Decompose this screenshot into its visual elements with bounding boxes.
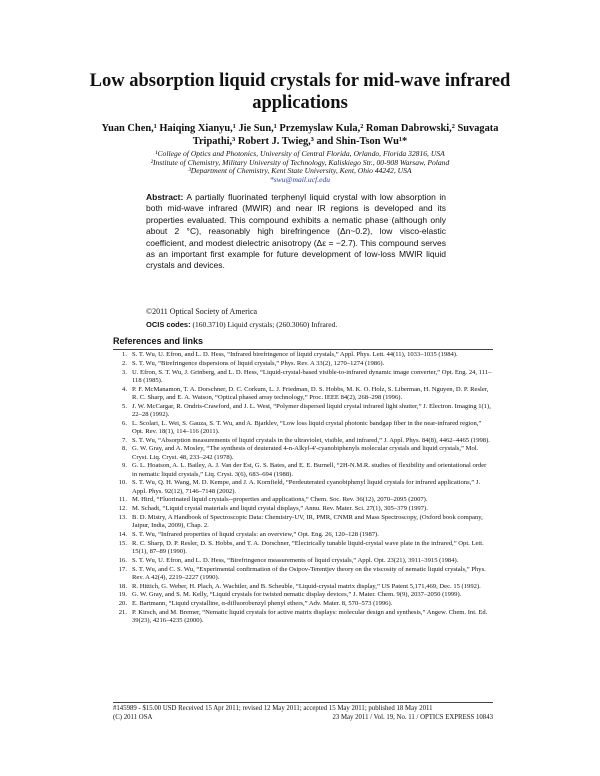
reference-item [113,386,493,402]
footer-divider [113,702,493,703]
reference-item [113,609,493,625]
references-heading: References and links [113,336,204,346]
ocis-text: (160.3710) Liquid crystals; (260.3060) Infrared. [192,320,338,329]
reference-text: B. D. Mistry, A Handbook of Spectroscopic Data: Chemistry-UV, IR, PMR, CNMR and Mass Spectroscopy, (Oxford book company, Jaipur, India, 2009), Chap. 2. [132,513,483,530]
reference-item [113,403,493,419]
reference-item [113,531,493,539]
footer-copyright: (C) 2011 OSA [113,714,153,721]
reference-number: 3. [122,368,127,376]
reference-number: 12. [118,505,127,513]
reference-number: 1. [122,351,127,358]
paper-title: Low absorption liquid crystals for mid-wave infrared applications [89,71,511,113]
reference-text: L. Scolari, L. Wei, S. Gauza, S. T. Wu, and A. Bjarklev, “Low loss liquid crystal photonic bandgap fiber in the near-infrared region,” Opt. Rev. 18(1), 114–116 (2011). [132,419,482,435]
reference-number: 10. [118,479,127,487]
abstract-text: A partially fluorinated terphenyl liquid crystal with low absorption in both mid-wave infrared (MWIR) and near IR regions is developed and its properties evaluated. This compound exhibits a nematic phase (although only about 2 °C), reasonably high birefringence (Δn~0.2), low visco-elastic coefficient, and modest dielectric anisotropy (Δε = −2.7). This compound serves as an important first example for future development of low-loss MWIR liquid crystals and devices. [146,192,446,271]
reference-number: 20. [118,600,127,608]
abstract [146,192,446,272]
reference-text: S. T. Wu, U. Efron, and L. D. Hess, “Birefringence measurements of liquid crystals,” Appl. Opt. 23(21), 3911–3915 (1984). [132,556,459,564]
reference-text: E. Bartmann, “Liquid crystalline, α-difluorobenzyl phenyl ethers,” Adv. Mater. 8, 570–573 (1996). [132,600,393,608]
reference-item [113,360,493,368]
reference-text: M. Hird, “Fluorinated liquid crystals--properties and applications,” Chem. Soc. Rev. 36(12), 2070–2095 (2007). [132,496,428,504]
reference-text: S. T. Wu, Q. H. Wang, M. D. Kempe, and J. A. Kornfield, “Perdeuterated cyanobiphenyl liquid crystals for infrared applications,” J. Appl. Phys. 92(12), 7146–7148 (2002). [132,479,481,495]
reference-text: U. Efron, S. T. Wu, J. Grinberg, and L. D. Hess, “Liquid-crystal-based visible-to-infrared dynamic image converter,” Opt. Eng. 24, 111–118 (1985). [132,368,492,384]
reference-text: R. Hittich, G. Weber, H. Plach, A. Wachtler, and B. Scheuble, “Liquid-crystal matrix display,” US Patent 5,171,469, Dec. 15 (1992). [132,582,481,590]
reference-item [113,369,493,385]
affiliation-1: ¹College of Optics and Photonics, University of Central Florida, Orlando, Florida 32816, USA [155,149,445,158]
reference-number: 8. [122,445,127,453]
reference-number: 6. [122,419,127,427]
reference-item [113,566,493,582]
reference-text: S. T. Wu, “Infrared properties of liquid crystals: an overview,” Opt. Eng. 26, 120–128 (1987). [132,530,379,538]
reference-item [113,351,493,359]
reference-number: 5. [122,402,127,410]
reference-item [113,462,493,478]
reference-number: 4. [122,385,127,393]
reference-text: J. W. McCargar, R. Ondris-Crawford, and J. L. West, “Polymer dispersed liquid crystal infrared light shutter,” J. Electron. Imaging 1(1), 22–28 (1992). [132,402,491,418]
reference-number: 14. [118,530,127,538]
reference-item [113,591,493,599]
author-email-link[interactable]: *swu@mail.ucf.edu [269,174,331,184]
affiliation-2: ²Institute of Chemistry, Military University of Technology, Kaliskiego Str., 00-908 Warsaw, Poland [150,157,450,167]
reference-text: S. T. Wu, “Birefringence dispersions of liquid crystals,” Phys. Rev. A 33(2), 1270–1274 (1986). [132,359,385,367]
reference-item [113,496,493,504]
reference-list [113,351,493,626]
reference-text: G. L. Hoatson, A. L. Bailey, A. J. Van der Est, G. S. Bates, and E. E. Burnell, “2H-N.M.R. studies of flexibility and orientational order in nematic liquid crystals,” Liq. Cryst. 3(6), 683–694 (1988). [132,462,487,478]
reference-number: 2. [122,359,127,367]
reference-item [113,600,493,608]
reference-item [113,505,493,513]
reference-item [113,437,493,445]
reference-number: 16. [118,556,127,564]
reference-number: 17. [118,565,127,573]
reference-text: P. Kirsch, and M. Bremer, “Nematic liquid crystals for active matrix displays: molecular design and synthesis,” Angew. Chem. Int. Ed. 39(23), 4216–4235 (2000). [132,608,488,625]
reference-number: 9. [122,462,127,470]
reference-number: 11. [119,496,127,504]
reference-text: P. F. McManamon, T. A. Dorschner, D. C. Corkum, L. J. Friedman, D. S. Hobbs, M. K. O. Holz, S. Liberman, H. Nguyen, D. P. Resler, R. C. Sharp, and E. A. Watson, “Optical phased array technology,” Proc. IEEE 84(2), 268–298 (1996). [132,385,489,401]
submission-history: #145989 - $15.00 USD Received 15 Apr 2011; revised 12 May 2011; accepted 15 May 2011; published 18 May 2011 [113,705,433,712]
reference-number: 19. [118,591,127,599]
journal-footer [113,714,493,721]
reference-text: R. C. Sharp, D. P. Resler, D. S. Hobbs, and T. A. Dorschner, “Electrically tunable liquid-crystal wave plate in the infrared,” Opt. Lett. 15(1), 87–89 (1990). [132,539,484,555]
ocis-codes [146,320,337,329]
abstract-copyright: ©2011 Optical Society of America [146,307,258,316]
abstract-label: Abstract: [146,192,184,202]
reference-text: G. W. Gray, and A. Mosley, “The synthesis of deuterated 4-n-Alkyl-4'-cyanobiphenyls molecular crystals and liquid crystals,” Mol. Cryst. Liq. Cryst. 48, 233–242 (1978). [132,445,479,461]
reference-number: 15. [118,539,127,547]
reference-item [113,479,493,495]
reference-number: 18. [118,582,127,590]
reference-number: 21. [118,608,127,616]
reference-text: S. T. Wu, U. Efron, and L. D. Hess, “Infrared birefringence of liquid crystals,” Appl. Phys. Lett. 44(11), 1033–1035 (1984). [132,351,458,358]
reference-text: S. T. Wu, and C. S. Wu, “Experimental confirmation of the Osipov-Terentjev theory on the viscosity of nematic liquid crystals,” Phys. Rev. A 42(4), 2219–2227 (1990). [132,565,486,581]
reference-item [113,445,493,461]
references-divider [113,349,493,350]
author-list: Yuan Chen,¹ Haiqing Xianyu,¹ Jie Sun,¹ Przemyslaw Kula,² Roman Dabrowski,² Suvagata Tripathi,³ Robert J. Twieg,³ and Shin-Tson Wu¹* [101,123,499,147]
reference-item [113,420,493,436]
reference-item [113,514,493,530]
reference-text: M. Schadt, “Liquid crystal materials and liquid crystal displays,” Annu. Rev. Mater. Sci. 27(1), 305–379 (1997). [132,505,428,513]
reference-item [113,557,493,565]
ocis-label: OCIS codes: [146,320,191,329]
reference-number: 7. [122,436,127,444]
reference-number: 13. [118,513,127,521]
reference-text: S. T. Wu, “Absorption measurements of liquid crystals in the ultraviolet, visible, and infrared,” J. Appl. Phys. 84(8), 4462–4465 (1998). [132,436,490,444]
journal-citation: 23 May 2011 / Vol. 19, No. 11 / OPTICS EXPRESS 10843 [332,714,493,721]
affiliations [100,150,500,184]
affiliation-3: ³Department of Chemistry, Kent State University, Kent, Ohio 44242, USA [188,166,412,176]
reference-item [113,540,493,556]
reference-item [113,583,493,591]
reference-text: G. W. Gray, and S. M. Kelly, “Liquid crystals for twisted nematic display devices,” J. Mater. Chem. 9(9), 2037–2050 (1999). [132,591,462,599]
